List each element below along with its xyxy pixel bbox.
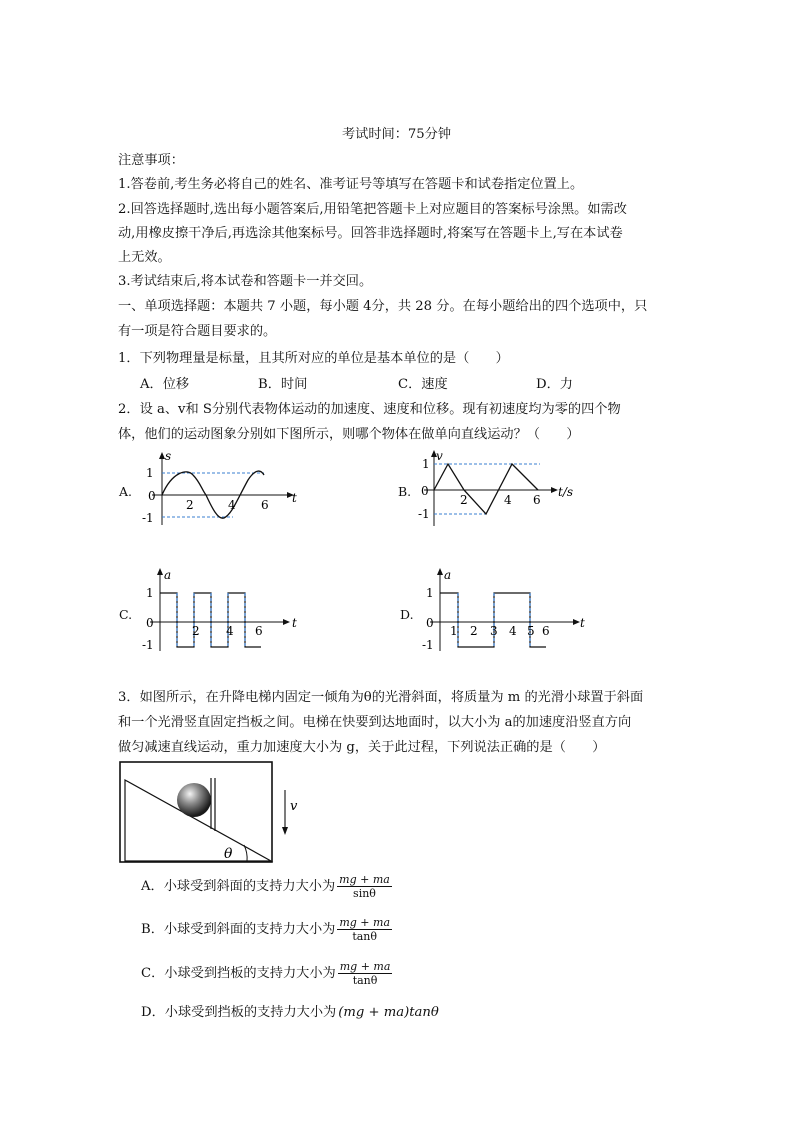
section-heading-line-2: 有一项是符合题目要求的。 <box>118 324 277 339</box>
graph-d-tick-x-4: 4 <box>509 624 517 638</box>
q2-stem-line-1: 2．设 a、v和 S分别代表物体运动的加速度、速度和位移。现有初速度均为零的四个物 <box>118 402 621 417</box>
graph-d-x-label: t <box>580 616 585 630</box>
angle-label: θ <box>224 846 233 862</box>
graph-b-tick-y-0: 0 <box>421 484 429 498</box>
graph-b-tick-x-6: 6 <box>533 493 541 507</box>
graph-d <box>420 565 592 653</box>
graph-c-tick-y-1: 1 <box>146 586 154 600</box>
graph-a-x-label: t <box>292 491 297 505</box>
q3-option-c: C．小球受到挡板的支持力大小为 $\frac{mg + ma}{\tan\theta}$ <box>141 960 391 987</box>
graph-d-tick-x-6: 6 <box>542 624 550 638</box>
graph-d-y-label: a <box>444 568 452 582</box>
graph-b-tick-x-2: 2 <box>460 493 468 507</box>
q1-option-d: D．力 <box>536 377 573 392</box>
graph-c-tick-x-6: 6 <box>255 624 263 638</box>
notes-title: 注意事项： <box>118 153 184 168</box>
graph-b-tick-y-1: 1 <box>422 457 430 471</box>
graph-a-tick-y-1: 1 <box>146 466 154 480</box>
q1-stem: 1．下列物理量是标量，且其所对应的单位是基本单位的是（ ） <box>118 351 509 366</box>
graph-d-tick-y-0: 0 <box>426 616 434 630</box>
graph-c-tick-y-neg1: -1 <box>142 638 154 652</box>
graph-c <box>140 565 310 653</box>
graph-d-tick-x-5: 5 <box>527 624 535 638</box>
graph-b-tick-x-4: 4 <box>504 493 512 507</box>
graph-b-line <box>434 464 538 514</box>
q1-option-c: C．速度 <box>398 377 448 392</box>
graph-d-tick-x-1: 1 <box>450 624 458 638</box>
q3-stem-line-1: 3．如图所示，在升降电梯内固定一倾角为θ的光滑斜面，将质量为 m 的光滑小球置于斜面 <box>118 690 644 705</box>
graph-d-tick-x-3: 3 <box>490 624 498 638</box>
graph-d-tick-y-neg1: -1 <box>422 638 434 652</box>
graph-d-label: D. <box>400 607 414 622</box>
graph-c-label: C. <box>119 607 133 622</box>
q3-figure <box>118 760 313 865</box>
q3-stem-line-3: 做匀减速直线运动，重力加速度大小为 g，关于此过程，下列说法正确的是（ ） <box>118 740 606 755</box>
graph-c-tick-x-4: 4 <box>226 624 234 638</box>
q3-stem-line-2: 和一个光滑竖直固定挡板之间。电梯在快要到达地面时，以大小为 a的加速度沿竖直方向 <box>118 715 632 730</box>
q2-stem-line-2: 体，他们的运动图象分别如下图所示，则哪个物体在做单向直线运动？（ ） <box>118 427 580 442</box>
graph-a-tick-x-4: 4 <box>228 498 236 512</box>
graph-d-tick-x-2: 2 <box>470 624 478 638</box>
q3-option-a: A．小球受到斜面的支持力大小为 $\frac{mg + ma}{\sin\theta}$ <box>141 873 390 900</box>
graph-d-tick-y-1: 1 <box>426 586 434 600</box>
graph-b <box>416 448 591 530</box>
graph-a-label: A. <box>119 484 133 499</box>
note-2-line-2: 动,用橡皮擦干净后,再选涂其他案标号。回答非选择题时,将案写在答题卡上,写在本试卷 <box>118 226 623 241</box>
q1-option-a: A．位移 <box>140 377 190 392</box>
ball <box>177 783 211 817</box>
graph-a-y-label: s <box>165 450 172 463</box>
graph-a-tick-x-6: 6 <box>261 498 269 512</box>
graph-c-x-label: t <box>292 616 297 630</box>
section-heading-line-1: 一、单项选择题：本题共 7 小题，每小题 4分，共 28 分。在每小题给出的四个选项中，只 <box>118 299 648 314</box>
q3-option-d: D．小球受到挡板的支持力大小为 (mg + ma)tanθ <box>141 1005 439 1020</box>
note-2-line-1: 2.回答选择题时,选出每小题答案后,用铅笔把答题卡上对应题目的答案标号涂黑。如需改 <box>118 202 627 217</box>
graph-a-tick-x-2: 2 <box>186 498 194 512</box>
graph-b-x-label: t/s <box>558 485 574 499</box>
graph-b-label: B. <box>398 484 412 499</box>
note-3: 3.考试结束后,将本试卷和答题卡一并交回。 <box>118 274 373 289</box>
note-1: 1.答卷前,考生务必将自己的姓名、准考证号等填写在答题卡和试卷指定位置上。 <box>118 177 584 192</box>
graph-b-y-label: v <box>436 449 443 463</box>
graph-c-tick-x-2: 2 <box>192 624 200 638</box>
note-2-line-3: 上无效。 <box>118 250 171 265</box>
q3-option-b: B．小球受到斜面的支持力大小为 $\frac{mg + ma}{\tan\theta}$ <box>141 916 390 943</box>
graph-c-y-label: a <box>164 568 172 582</box>
q1-option-b: B．时间 <box>258 377 308 392</box>
exam-time: 考试时间：75分钟 <box>341 127 452 142</box>
graph-a-tick-y-0: 0 <box>148 489 156 503</box>
graph-c-tick-y-0: 0 <box>146 616 154 630</box>
graph-a-tick-y-neg1: -1 <box>142 511 154 525</box>
graph-b-tick-y-neg1: -1 <box>418 507 430 521</box>
velocity-label: v <box>290 799 298 814</box>
graph-a <box>138 450 308 530</box>
